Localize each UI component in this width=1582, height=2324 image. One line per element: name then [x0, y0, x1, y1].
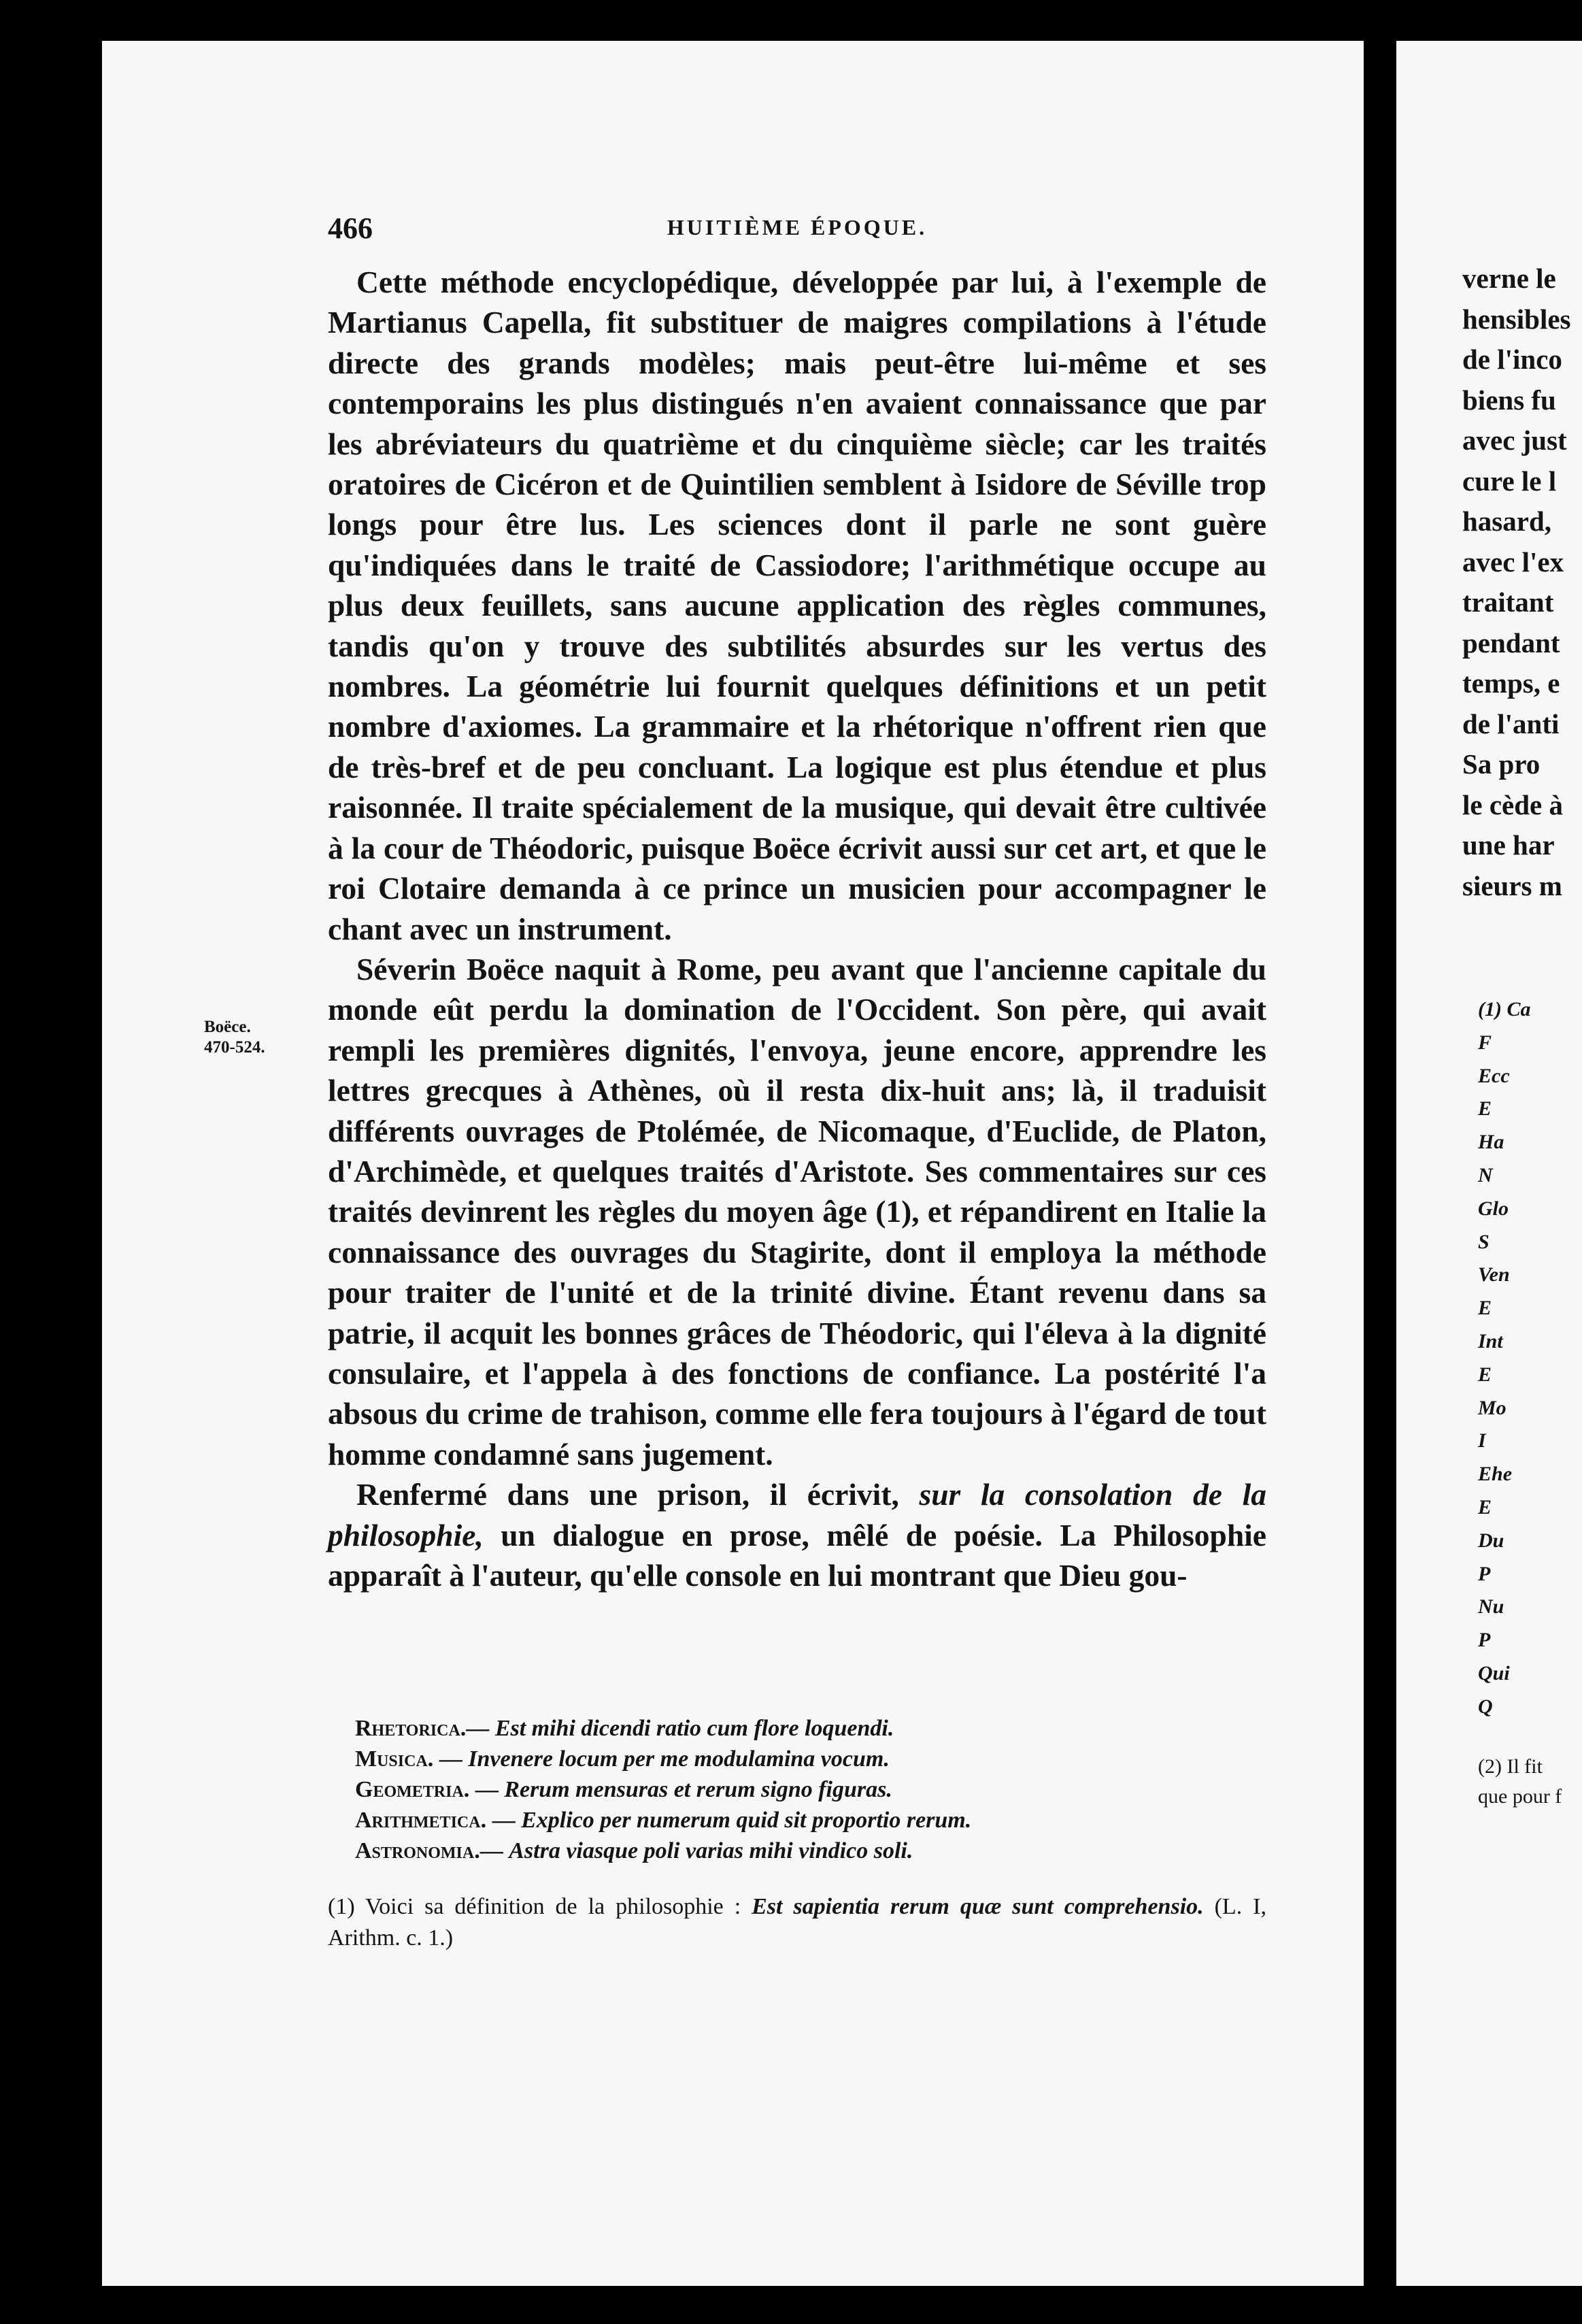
body-text: [328, 262, 1266, 1595]
verse-speaker: Rhetorica.—: [355, 1716, 490, 1741]
verse-text: Est mihi dicendi ratio cum flore loquendi.: [494, 1716, 894, 1741]
right-note-line: Int: [1478, 1329, 1503, 1352]
scan-border-top: [0, 0, 1582, 41]
verse-speaker: Geometria. —: [355, 1777, 499, 1802]
verse-speaker: Musica. —: [355, 1746, 462, 1772]
right-note-line: Nu: [1478, 1595, 1504, 1618]
right-footnote-line: que pour f: [1478, 1785, 1562, 1808]
verse-line: [355, 1713, 1239, 1744]
right-page-line: de l'inco: [1462, 344, 1562, 375]
right-page-footnote: [1478, 1752, 1582, 1812]
footnote: [328, 1891, 1266, 1954]
right-page-line: hasard,: [1462, 505, 1552, 537]
footnote-reference: (L. I, Arithm. c. 1.): [328, 1894, 1266, 1950]
right-page-line: temps, e: [1462, 667, 1560, 699]
right-note-line: I: [1478, 1429, 1486, 1452]
footnote-start: (1) Voici sa définition de la philosophie :: [328, 1894, 752, 1919]
right-note-line: Ecc: [1478, 1064, 1510, 1087]
right-page-line: le cède à: [1462, 788, 1563, 820]
verse-speaker: Astronomia.—: [355, 1838, 503, 1863]
verse-line: [355, 1805, 1239, 1836]
verse-line: [355, 1774, 1239, 1805]
right-page-line: traitant: [1462, 586, 1554, 618]
right-note-line: Du: [1478, 1529, 1504, 1552]
right-note-line: Mo: [1478, 1396, 1507, 1419]
right-page-line: pendant: [1462, 627, 1560, 659]
right-page-line: avec l'ex: [1462, 546, 1564, 578]
right-page-line: Sa pro: [1462, 748, 1541, 780]
paragraph-1: Cette méthode encyclopédique, développée par lui, à l'exemple de Martianus Capella, fit substituer de maigres compilations à l'étude directe des grands modèles; mais peut-être lui-même et ses contemporains les plus distingués n'en avaient connaissance que par les abréviateurs du quatrième et du cinquième siècle; car les traités oratoires de Cicéron et de Quintilien semblent à Isidore de Séville trop longs pour être lus. Les sciences dont il parle ne sont guère qu'indiquées dans le traité de Cassiodore; l'arithmétique occupe au plus deux feuillets, sans aucune application des règles communes, tandis qu'on y trouve des subtilités absurdes sur les vertus des nombres. La géométrie lui fournit quelques définitions et un petit nombre d'axiomes. La grammaire et la rhétorique n'offrent rien que de très-bref et de peu concluant. La logique est plus étendue et plus raisonnée. Il traite spécialement de la musique, qui devait être cultivée à la cour de Théodoric, puisque Boëce écrivit aussi sur cet art, et que le roi Clotaire demanda à ce prince un musicien pour accompagner le chant avec un instrument.: [328, 265, 1266, 946]
verse-block: [355, 1713, 1239, 1866]
right-page-text: [1462, 259, 1582, 906]
scan-border-bottom: [0, 2286, 1582, 2324]
right-page-line: hensibles: [1462, 303, 1571, 335]
right-page-line: avec just: [1462, 425, 1567, 456]
paragraph-2: Séverin Boëce naquit à Rome, peu avant que l'ancienne capitale du monde eût perdu la domination de l'Occident. Son père, qui avait rempli les premières dignités, l'envoya, jeune encore, apprendre les lettres grecques à Athènes, où il resta dix-huit ans; là, il traduisit différents ouvrages de Ptolémée, de Nicomaque, d'Euclide, de Platon, d'Archimède, et quelques traités d'Aristote. Ses commentaires sur ces traités devinrent les règles du moyen âge (1), et répandirent en Italie la connaissance des ouvrages du Stagirite, dont il employa la méthode pour traiter de l'unité et de la trinité divine. Étant revenu dans sa patrie, il acquit les bonnes grâces de Théodoric, qui l'éleva à la dignité consulaire, et l'appela à des fonctions de confiance. La postérité l'a absous du crime de trahison, comme elle fera toujours à l'égard de tout homme condamné sans jugement.: [328, 951, 1266, 1472]
page-header: [328, 211, 1266, 245]
margin-note-dates: 470-524.: [204, 1038, 265, 1057]
right-note-line: E: [1478, 1297, 1492, 1320]
right-page-line: de l'anti: [1462, 708, 1560, 740]
page-number: 466: [328, 212, 373, 245]
right-note-line: Ven: [1478, 1263, 1510, 1286]
right-note-line: P: [1478, 1562, 1491, 1585]
right-note-line: N: [1478, 1163, 1493, 1186]
verse-text: Rerum mensuras et rerum signo figuras.: [504, 1777, 892, 1802]
right-note-line: F: [1478, 1031, 1492, 1054]
verse-line: [355, 1744, 1239, 1774]
margin-note-name: Boëce.: [204, 1018, 251, 1036]
right-note-line: S: [1478, 1230, 1490, 1253]
right-note-line: Glo: [1478, 1197, 1509, 1220]
right-footnote-line: (2) Il fit: [1478, 1755, 1543, 1778]
right-page-line: sieurs m: [1462, 869, 1562, 901]
verse-text: Astra viasque poli varias mihi vindico soli.: [509, 1838, 913, 1863]
footnote-quote: Est sapientia rerum quæ sunt comprehensio.: [752, 1894, 1204, 1919]
verse-speaker: Arithmetica. —: [355, 1808, 516, 1833]
right-page-line: verne le: [1462, 263, 1556, 294]
book-title: sur la consolation de la philosophie,: [328, 1477, 1266, 1553]
right-note-line: Q: [1478, 1695, 1493, 1718]
paragraph-3-end: un dialogue en prose, mêlé de poésie. La Philosophie apparaît à l'auteur, qu'elle console en lui montrant que Dieu gou-: [328, 1517, 1266, 1593]
paragraph-3-start: Renfermé dans une prison, il écrivit,: [356, 1477, 920, 1512]
paragraph-3: [328, 1474, 1266, 1595]
right-page-line: une har: [1462, 829, 1555, 861]
right-note-line: Ha: [1478, 1131, 1504, 1154]
margin-note: [204, 1017, 306, 1058]
verse-line: [355, 1836, 1239, 1866]
right-page: [1396, 41, 1582, 2286]
right-page-notes: [1478, 993, 1582, 1724]
right-note-line: P: [1478, 1629, 1491, 1652]
right-page-line: cure le l: [1462, 465, 1557, 497]
right-note-line: E: [1478, 1495, 1492, 1518]
right-note-line: (1) Ca: [1478, 998, 1531, 1020]
right-note-line: E: [1478, 1097, 1492, 1120]
right-page-line: biens fu: [1462, 384, 1556, 416]
verse-text: Explico per numerum quid sit proportio rerum.: [521, 1808, 972, 1833]
scan-border-left: [0, 0, 102, 2324]
book-gutter: [1364, 0, 1396, 2324]
running-head: HUITIÈME ÉPOQUE.: [667, 215, 928, 239]
right-note-line: E: [1478, 1363, 1492, 1386]
verse-text: Invenere locum per me modulamina vocum.: [468, 1746, 890, 1772]
right-note-line: Qui: [1478, 1661, 1510, 1684]
right-note-line: Ehe: [1478, 1463, 1513, 1486]
